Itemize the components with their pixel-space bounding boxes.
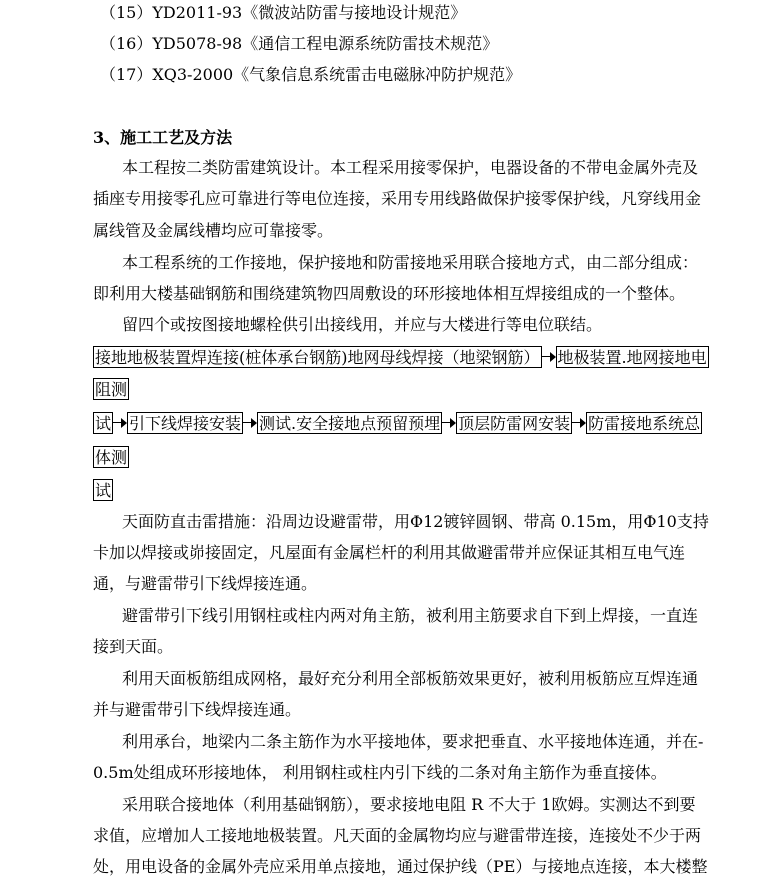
arrow-right-icon: [442, 413, 456, 433]
arrow-right-icon: [542, 347, 556, 367]
paragraph-line: 处，用电设备的金属外壳应采用单点接地，通过保护线（PE）与接地点连接，本大楼整: [93, 857, 708, 876]
paragraph-line: 接到天面。: [93, 637, 174, 656]
paragraph-line: 天面防直击雷措施：沿周边设避雷带，用Φ12镀锌圆钢、带高 0.15m，用Φ10支持: [122, 512, 709, 531]
flow-step-continued: 试: [95, 481, 112, 500]
section-title: 3、施工工艺及方法: [93, 128, 233, 147]
paragraph-line: 利用承台，地梁内二条主筋作为水平接地体，要求把垂直、水平接地体连通，并在-: [122, 732, 704, 751]
reference-item: （16）YD5078-98《通信工程电源系统防雷技术规范》: [100, 34, 499, 53]
paragraph-line: 采用联合接地体（利用基础钢筋），要求接地电阻 R 不大于 1欧姆。实测达不到要: [122, 795, 696, 814]
flowchart-row: [93, 479, 113, 501]
paragraph-line: 利用天面板筋组成网格，最好充分利用全部板筋效果更好，被利用板筋应互焊连通: [122, 669, 699, 688]
paragraph-line: 卡加以焊接或峁接固定，凡屋面有金属栏杆的利用其做避雷带并应保证其相互电气连: [93, 543, 686, 562]
flow-step: 顶层防雷网安装: [458, 414, 571, 433]
flow-step: 引下线焊接安装: [129, 414, 242, 433]
flow-step-continued: 阻测: [95, 380, 128, 399]
reference-item: （17）XQ3-2000《气象信息系统雷击电磁脉冲防护规范》: [100, 65, 522, 84]
paragraph-line: 属线管及金属线槽均应可靠接零。: [93, 221, 334, 240]
flow-step-continued: 体测: [95, 448, 128, 467]
paragraph-line: 本工程按二类防雷建筑设计。本工程采用接零保护，电器设备的不带电金属外壳及: [122, 158, 699, 177]
paragraph-line: 并与避雷带引下线焊接连通。: [93, 700, 302, 719]
paragraph-line: 插座专用接零孔应可靠进行等电位连接，采用专用线路做保护接零保护线，凡穿线用金: [93, 189, 702, 208]
reference-item: （15）YD2011-93《微波站防雷与接地设计规范》: [100, 3, 467, 22]
flow-step: 防雷接地系统总: [588, 414, 701, 433]
flow-step: 接地地极装置焊连接(桩体承台钢筋)地网母线焊接（地梁钢筋）: [95, 348, 540, 367]
flow-step-continued: 试: [95, 414, 112, 433]
arrow-right-icon: [113, 413, 127, 433]
flowchart-row: [93, 346, 709, 368]
arrow-right-icon: [243, 413, 257, 433]
paragraph-line: 通，与避雷带引下线焊接连通。: [93, 574, 318, 593]
flow-step: 测试.安全接地点预留预埋: [259, 414, 441, 433]
paragraph-line: 0.5m处组成环形接地体， 利用钢柱或柱内引下线的二条对角主筋作为垂直接体。: [93, 763, 667, 782]
flowchart-row: [93, 446, 129, 468]
flow-step: 地极装置.地网接地电: [557, 348, 707, 367]
flowchart-row: [93, 378, 129, 400]
paragraph-line: 避雷带引下线引用钢柱或柱内两对角主筋，被利用主筋要求自下到上焊接，一直连: [122, 606, 699, 625]
paragraph-line: 求值，应增加人工接地地极装置。凡天面的金属物均应与避雷带连接，连接处不少于两: [93, 826, 702, 845]
paragraph-line: 即利用大楼基础钢筋和围绕建筑物四周敷设的环形接地体相互焊接组成的一个整体。: [93, 284, 686, 303]
arrow-right-icon: [572, 413, 586, 433]
paragraph-line: 本工程系统的工作接地，保护接地和防雷接地采用联合接地方式，由二部分组成：: [122, 253, 699, 272]
paragraph-line: 留四个或按图接地螺栓供引出接线用，并应与大楼进行等电位联结。: [122, 315, 603, 334]
flowchart-row: [93, 412, 702, 434]
